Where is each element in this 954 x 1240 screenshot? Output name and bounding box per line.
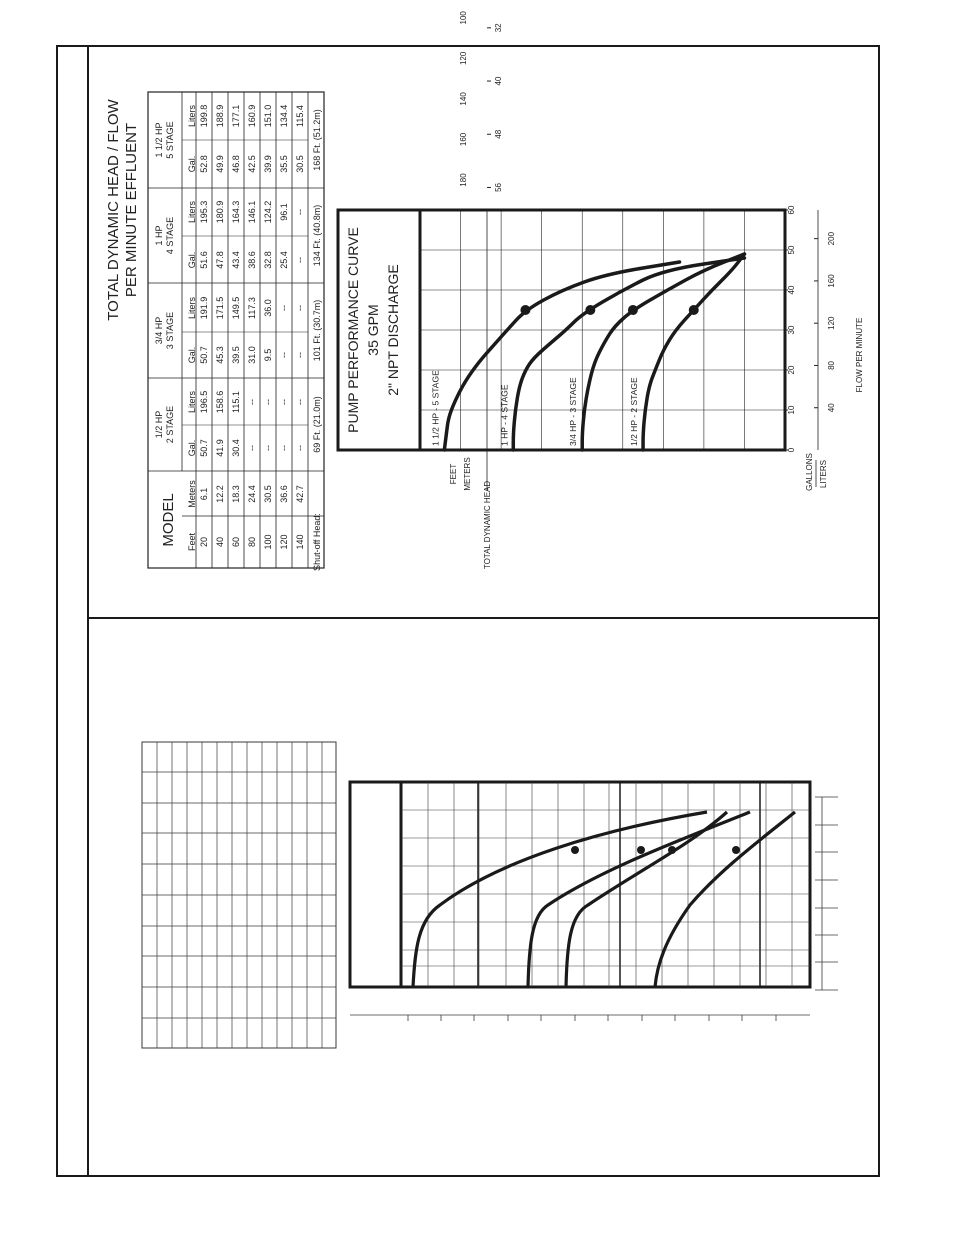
- table-value-cell: 50.7: [199, 439, 209, 457]
- liters-label: LITERS: [819, 459, 828, 489]
- table-value-cell: 38.6: [247, 251, 257, 269]
- table-value-cell: --: [295, 445, 305, 451]
- ghost-marker-3: [732, 846, 740, 854]
- table-value-cell: --: [295, 352, 305, 358]
- table-value-cell: 160.9: [247, 104, 257, 128]
- table-feet-header: Feet: [187, 532, 197, 552]
- table-value-cell: --: [295, 399, 305, 405]
- meter-tick-label: 48: [494, 129, 503, 139]
- table-value-cell: --: [295, 209, 305, 215]
- table-liters-header: Liters: [187, 104, 197, 128]
- table-feet-cell: 120: [279, 534, 289, 550]
- table-feet-cell: 60: [231, 536, 241, 548]
- table-feet-cell: 140: [295, 534, 305, 550]
- table-shutoff-cell: 168 Ft. (51.2m): [312, 109, 322, 171]
- table-liters-header: Liters: [187, 200, 197, 224]
- feet-axis-label: FEET: [449, 463, 458, 485]
- table-shutoff-cell: 134 Ft. (40.8m): [312, 204, 322, 267]
- table-value-cell: 41.9: [215, 439, 225, 457]
- table-value-cell: 39.5: [231, 346, 241, 364]
- table-value-cell: --: [279, 352, 289, 358]
- table-value-cell: 45.3: [215, 346, 225, 364]
- table-gal-header: Gal.: [187, 251, 197, 269]
- table-meters-cell: 24.4: [247, 485, 257, 503]
- table-gal-header: Gal.: [187, 439, 197, 457]
- table-value-cell: 115.1: [231, 391, 241, 413]
- performance-chart: [338, 0, 864, 569]
- table-value-cell: --: [247, 399, 257, 405]
- table-value-cell: --: [295, 257, 305, 263]
- performance-table: [148, 92, 324, 571]
- series-marker-0: [689, 305, 699, 315]
- table-value-cell: 31.0: [247, 346, 257, 364]
- table-value-cell: 50.7: [199, 346, 209, 364]
- table-liters-header: Liters: [187, 390, 197, 414]
- meter-tick-label: 40: [494, 76, 503, 86]
- table-value-cell: 51.6: [199, 251, 209, 269]
- table-value-cell: 195.3: [199, 200, 209, 224]
- liter-tick-label: 80: [827, 361, 836, 370]
- table-value-cell: 42.5: [247, 155, 257, 173]
- table-meters-header: Meters: [187, 480, 197, 508]
- feet-tick-label: 140: [459, 92, 468, 106]
- ghost-marker-1: [637, 846, 645, 854]
- table-meters-cell: 18.3: [231, 485, 241, 503]
- table-group-stage: 4 STAGE: [165, 216, 175, 255]
- table-meters-cell: 36.6: [279, 485, 289, 503]
- y-axis-label: TOTAL DYNAMIC HEAD: [483, 480, 492, 570]
- meters-axis-label: METERS: [463, 457, 472, 491]
- gallon-tick-label: 60: [787, 205, 796, 215]
- table-value-cell: 158.6: [215, 390, 225, 414]
- page-title-line1: TOTAL DYNAMIC HEAD / FLOW: [105, 99, 122, 321]
- liter-tick-label: 120: [827, 316, 836, 330]
- series-label-0: 1/2 HP - 2 STAGE: [629, 377, 640, 446]
- table-value-cell: 124.2: [263, 200, 273, 224]
- table-value-cell: 30.4: [231, 439, 241, 457]
- ghost-marker-0: [571, 846, 579, 854]
- series-line-0: [643, 254, 744, 450]
- table-feet-cell: 100: [263, 534, 273, 550]
- table-value-cell: 30.5: [295, 155, 305, 173]
- table-shutoff-cell: 69 Ft. (21.0m): [312, 396, 322, 453]
- top-section: [105, 0, 864, 571]
- liter-tick-label: 200: [827, 231, 836, 246]
- bottom-ghost-section: [142, 742, 838, 1048]
- table-value-cell: 36.0: [263, 299, 273, 317]
- table-shutoff-label: Shut-off Head:: [312, 513, 322, 571]
- meter-tick-label: 32: [494, 23, 503, 33]
- table-group-stage: 2 STAGE: [165, 405, 175, 444]
- x-axis-label: FLOW PER MINUTE: [855, 317, 864, 393]
- feet-tick-label: 160: [459, 132, 468, 147]
- table-group-hp: 1 1/2 HP: [154, 122, 164, 158]
- table-value-cell: 35.5: [279, 155, 289, 173]
- table-value-cell: 188.9: [215, 104, 225, 128]
- table-value-cell: 96.1: [279, 203, 289, 221]
- series-label-1: 3/4 HP - 3 STAGE: [568, 377, 579, 446]
- page-title-line2: PER MINUTE EFFLUENT: [123, 122, 140, 298]
- table-value-cell: --: [279, 445, 289, 451]
- table-meters-cell: 30.5: [263, 485, 273, 503]
- table-value-cell: 177.1: [231, 104, 241, 128]
- chart-title-line: 35 GPM: [365, 304, 381, 356]
- table-value-cell: 49.9: [215, 155, 225, 173]
- table-value-cell: 25.4: [279, 251, 289, 269]
- gallons-label: GALLONS: [805, 453, 814, 491]
- table-value-cell: 151.0: [263, 104, 273, 128]
- table-value-cell: 9.5: [263, 348, 273, 362]
- table-gal-header: Gal.: [187, 346, 197, 364]
- feet-tick-label: 100: [459, 11, 468, 25]
- feet-tick-label: 120: [459, 51, 468, 66]
- table-shutoff-cell: 101 Ft. (30.7m): [312, 299, 322, 362]
- series-marker-3: [520, 305, 530, 315]
- gallon-tick-label: 50: [787, 245, 796, 255]
- table-liters-header: Liters: [187, 296, 197, 320]
- table-group-stage: 3 STAGE: [165, 311, 175, 350]
- gallon-tick-label: 10: [787, 405, 796, 415]
- series-marker-1: [628, 305, 638, 315]
- table-value-cell: --: [279, 399, 289, 405]
- table-value-cell: --: [295, 305, 305, 311]
- table-feet-cell: 20: [199, 536, 209, 548]
- table-value-cell: --: [247, 445, 257, 451]
- table-value-cell: 43.4: [231, 251, 241, 269]
- liter-tick-label: 40: [827, 403, 836, 413]
- chart-title-line: 2" NPT DISCHARGE: [385, 264, 401, 396]
- table-value-cell: 180.9: [215, 200, 225, 224]
- table-group-stage: 5 STAGE: [165, 121, 175, 159]
- gallon-tick-label: 30: [787, 325, 796, 335]
- gallon-tick-label: 0: [787, 447, 796, 453]
- gallon-tick-label: 40: [787, 285, 796, 295]
- liter-tick-label: 160: [827, 274, 836, 288]
- table-value-cell: 39.9: [263, 155, 273, 173]
- table-value-cell: 47.8: [215, 251, 225, 269]
- meter-tick-label: 56: [494, 183, 503, 192]
- table-value-cell: --: [279, 305, 289, 311]
- table-value-cell: 171.5: [215, 296, 225, 320]
- gallon-tick-label: 20: [787, 365, 796, 375]
- table-feet-cell: 80: [247, 536, 257, 548]
- series-label-3: 1 1/2 HP - 5 STAGE: [430, 370, 441, 446]
- table-model-label: MODEL: [160, 493, 177, 547]
- page-frame: [57, 46, 879, 1176]
- table-value-cell: 196.5: [199, 390, 209, 414]
- chart-title-line: PUMP PERFORMANCE CURVE: [345, 227, 361, 433]
- table-group-hp: 1 HP: [154, 225, 164, 246]
- table-value-cell: 32.8: [263, 251, 273, 269]
- table-meters-cell: 12.2: [215, 485, 225, 503]
- series-marker-2: [585, 305, 595, 315]
- ghost-marker-2: [668, 846, 676, 854]
- table-meters-cell: 6.1: [199, 487, 209, 501]
- table-meters-cell: 42.7: [295, 485, 305, 503]
- table-feet-cell: 40: [215, 536, 225, 548]
- table-gal-header: Gal.: [187, 155, 197, 173]
- table-group-hp: 3/4 HP: [154, 316, 164, 345]
- table-group-hp: 1/2 HP: [154, 410, 164, 439]
- table-value-cell: 191.9: [199, 296, 209, 320]
- table-value-cell: 199.8: [199, 104, 209, 128]
- feet-tick-label: 180: [459, 173, 468, 187]
- table-value-cell: 46.8: [231, 155, 241, 173]
- series-label-2: 1 HP - 4 STAGE: [499, 384, 510, 446]
- table-value-cell: 134.4: [279, 104, 289, 128]
- table-value-cell: 164.3: [231, 200, 241, 224]
- table-value-cell: 52.8: [199, 155, 209, 173]
- table-value-cell: 149.5: [231, 296, 241, 320]
- table-value-cell: 146.1: [247, 200, 257, 224]
- table-value-cell: 115.4: [295, 105, 305, 127]
- table-value-cell: --: [263, 445, 273, 451]
- table-value-cell: --: [263, 399, 273, 405]
- table-value-cell: 117.3: [247, 297, 257, 319]
